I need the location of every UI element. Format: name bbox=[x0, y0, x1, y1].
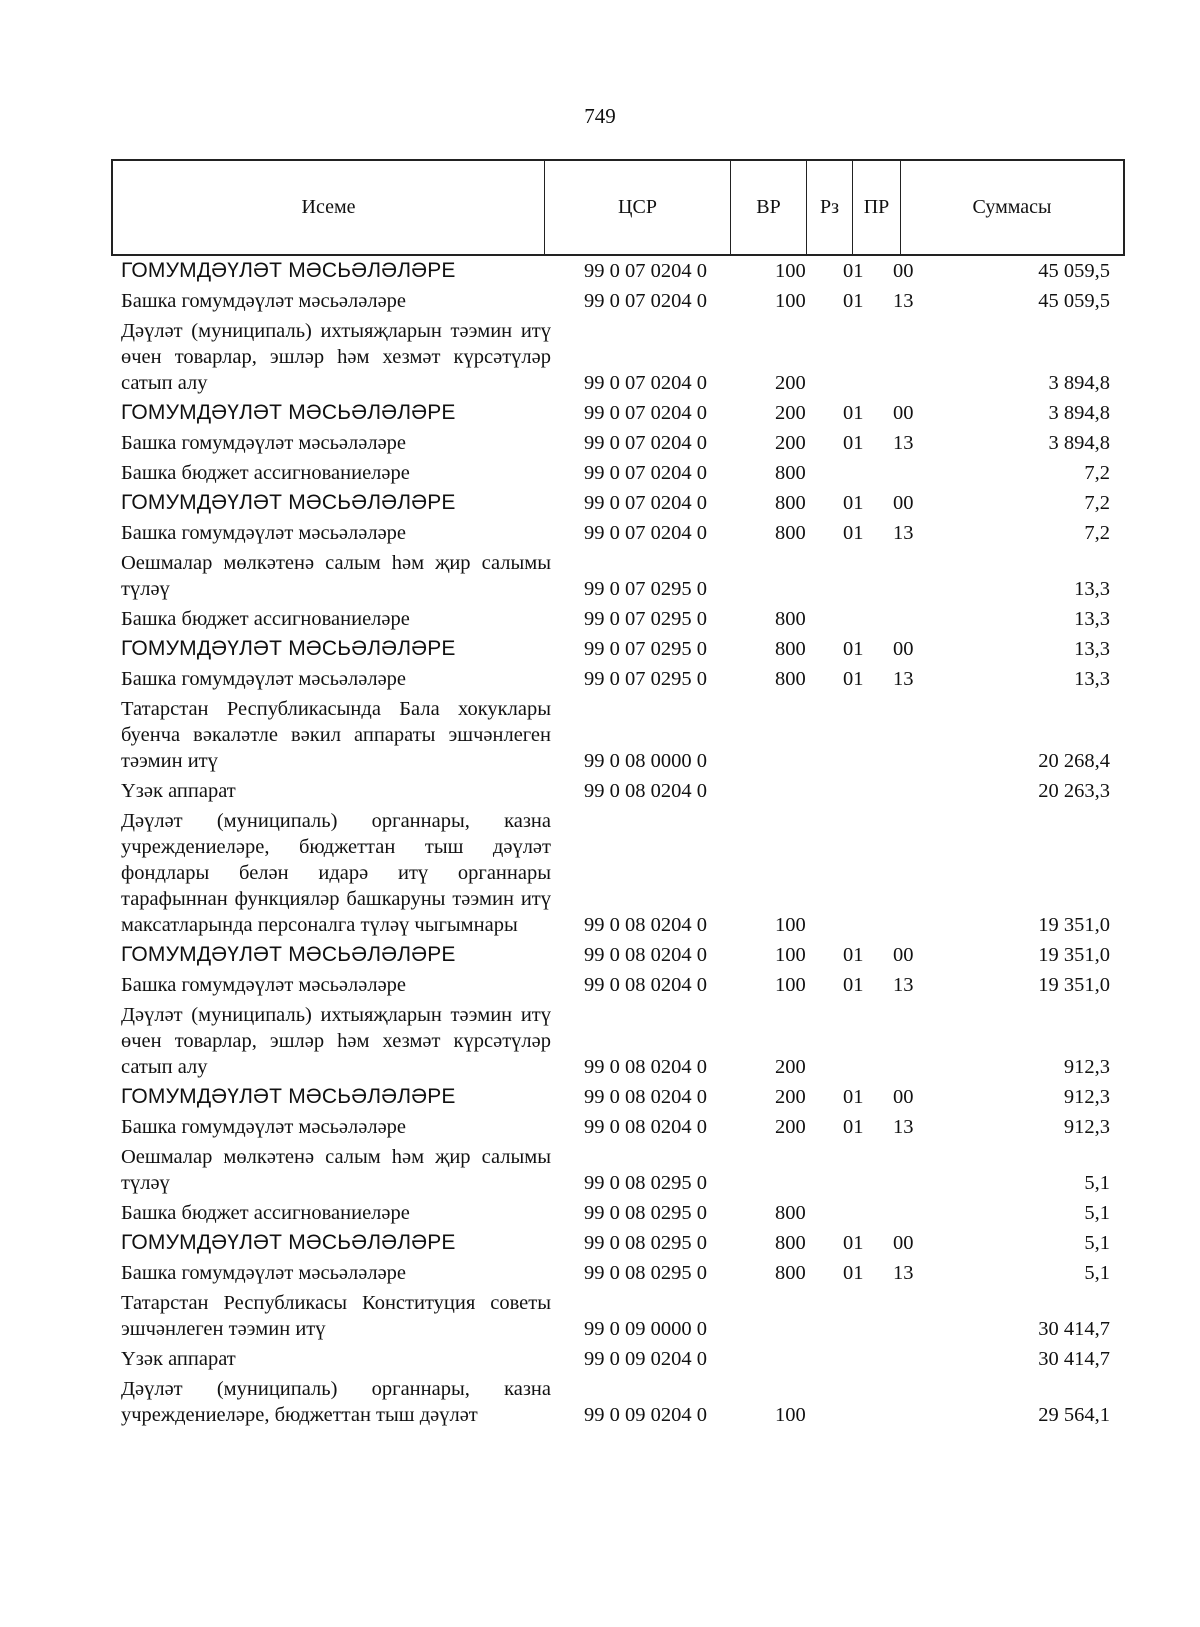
cell-rz: 01 bbox=[843, 1262, 864, 1284]
cell-rz: 01 bbox=[843, 668, 864, 690]
cell-sum: 912,3 bbox=[1063, 1116, 1110, 1138]
cell-pr: 00 bbox=[893, 402, 914, 424]
cell-csr: 99 0 07 0204 0 bbox=[584, 492, 707, 514]
cell-sum: 13,3 bbox=[1074, 668, 1110, 690]
cell-vr: 100 bbox=[775, 914, 806, 936]
cell-csr: 99 0 07 0204 0 bbox=[584, 462, 707, 484]
cell-rz: 01 bbox=[843, 1232, 864, 1254]
cell-csr: 99 0 07 0295 0 bbox=[584, 608, 707, 630]
page-number: 749 bbox=[584, 104, 616, 128]
cell-csr: 99 0 07 0295 0 bbox=[584, 638, 707, 660]
table-row bbox=[0, 428, 1200, 458]
cell-vr: 800 bbox=[775, 1202, 806, 1224]
cell-name: ГОМУМДӘҮЛӘТ МӘСЬӘЛӘЛӘРЕ bbox=[121, 259, 456, 282]
cell-rz: 01 bbox=[843, 944, 864, 966]
cell-sum: 5,1 bbox=[1084, 1172, 1110, 1194]
cell-vr: 100 bbox=[775, 974, 806, 996]
cell-sum: 3 894,8 bbox=[1048, 432, 1110, 454]
cell-vr: 200 bbox=[775, 402, 806, 424]
cell-csr: 99 0 08 0295 0 bbox=[584, 1262, 707, 1284]
table-row bbox=[0, 1258, 1200, 1288]
cell-csr: 99 0 08 0295 0 bbox=[584, 1202, 707, 1224]
table-row bbox=[0, 548, 1200, 604]
cell-csr: 99 0 08 0204 0 bbox=[584, 1116, 707, 1138]
cell-vr: 800 bbox=[775, 462, 806, 484]
cell-rz: 01 bbox=[843, 522, 864, 544]
cell-sum: 13,3 bbox=[1074, 638, 1110, 660]
cell-rz: 01 bbox=[843, 290, 864, 312]
cell-csr: 99 0 08 0295 0 bbox=[584, 1172, 707, 1194]
header-name: Исеме bbox=[113, 161, 545, 254]
table-row bbox=[0, 970, 1200, 1000]
cell-sum: 19 351,0 bbox=[1038, 944, 1110, 966]
cell-sum: 912,3 bbox=[1063, 1056, 1110, 1078]
cell-vr: 100 bbox=[775, 260, 806, 282]
cell-vr: 800 bbox=[775, 638, 806, 660]
cell-sum: 3 894,8 bbox=[1048, 372, 1110, 394]
table-row bbox=[0, 776, 1200, 806]
cell-name: Башка гомумдәүләт мәсьәләләре bbox=[121, 1116, 407, 1138]
cell-pr: 13 bbox=[893, 522, 914, 544]
cell-csr: 99 0 07 0204 0 bbox=[584, 290, 707, 312]
table-row bbox=[0, 806, 1200, 940]
cell-vr: 800 bbox=[775, 608, 806, 630]
cell-pr: 13 bbox=[893, 290, 914, 312]
cell-vr: 100 bbox=[775, 944, 806, 966]
cell-name: Башка гомумдәүләт мәсьәләләре bbox=[121, 668, 407, 690]
cell-name: Дәүләт (муниципаль) органнары, казна учреждениеләре, бюджеттан тыш дәүләт bbox=[121, 1378, 551, 1426]
table-row bbox=[0, 458, 1200, 488]
cell-csr: 99 0 07 0295 0 bbox=[584, 668, 707, 690]
cell-name: ГОМУМДӘҮЛӘТ МӘСЬӘЛӘЛӘРЕ bbox=[121, 1085, 456, 1108]
cell-vr: 800 bbox=[775, 522, 806, 544]
cell-csr: 99 0 09 0000 0 bbox=[584, 1318, 707, 1340]
cell-csr: 99 0 08 0204 0 bbox=[584, 974, 707, 996]
cell-vr: 100 bbox=[775, 1404, 806, 1426]
table-row bbox=[0, 664, 1200, 694]
cell-name: Башка гомумдәүләт мәсьәләләре bbox=[121, 290, 407, 312]
table-row bbox=[0, 1288, 1200, 1344]
cell-sum: 29 564,1 bbox=[1038, 1404, 1110, 1426]
table-row bbox=[0, 398, 1200, 428]
cell-name: ГОМУМДӘҮЛӘТ МӘСЬӘЛӘЛӘРЕ bbox=[121, 491, 456, 514]
cell-csr: 99 0 08 0204 0 bbox=[584, 1086, 707, 1108]
cell-sum: 13,3 bbox=[1074, 608, 1110, 630]
cell-csr: 99 0 08 0204 0 bbox=[584, 944, 707, 966]
cell-pr: 00 bbox=[893, 1232, 914, 1254]
cell-vr: 200 bbox=[775, 1086, 806, 1108]
cell-sum: 3 894,8 bbox=[1048, 402, 1110, 424]
cell-csr: 99 0 07 0204 0 bbox=[584, 372, 707, 394]
cell-sum: 7,2 bbox=[1084, 492, 1110, 514]
cell-name: ГОМУМДӘҮЛӘТ МӘСЬӘЛӘЛӘРЕ bbox=[121, 1231, 456, 1254]
cell-name: Дәүләт (муниципаль) ихтыяҗларын тәэмин итү өчен товарлар, эшләр һәм хезмәт күрсәтүләр сатып алу bbox=[121, 320, 551, 394]
cell-pr: 13 bbox=[893, 432, 914, 454]
cell-pr: 13 bbox=[893, 1262, 914, 1284]
cell-sum: 45 059,5 bbox=[1038, 260, 1110, 282]
cell-csr: 99 0 07 0204 0 bbox=[584, 260, 707, 282]
cell-name: Татарстан Республикасында Бала хокуклары буенча вәкаләтле вәкил аппараты эшчәнлеген тәэмин итү bbox=[121, 698, 551, 772]
cell-csr: 99 0 08 0204 0 bbox=[584, 914, 707, 936]
cell-vr: 800 bbox=[775, 492, 806, 514]
cell-pr: 00 bbox=[893, 1086, 914, 1108]
table-row bbox=[0, 1228, 1200, 1258]
header-vr: ВР bbox=[731, 161, 807, 254]
table-row bbox=[0, 286, 1200, 316]
header-pr: ПР bbox=[853, 161, 901, 254]
table-header bbox=[111, 159, 1125, 256]
cell-sum: 13,3 bbox=[1074, 578, 1110, 600]
table-row bbox=[0, 1000, 1200, 1082]
table-row bbox=[0, 694, 1200, 776]
cell-name: ГОМУМДӘҮЛӘТ МӘСЬӘЛӘЛӘРЕ bbox=[121, 401, 456, 424]
cell-vr: 200 bbox=[775, 1116, 806, 1138]
cell-csr: 99 0 07 0295 0 bbox=[584, 578, 707, 600]
table-row bbox=[0, 518, 1200, 548]
cell-rz: 01 bbox=[843, 432, 864, 454]
table-body bbox=[0, 256, 1200, 1430]
cell-name: Башка гомумдәүләт мәсьәләләре bbox=[121, 522, 407, 544]
cell-vr: 800 bbox=[775, 1232, 806, 1254]
cell-pr: 13 bbox=[893, 1116, 914, 1138]
table-row bbox=[0, 488, 1200, 518]
cell-csr: 99 0 08 0204 0 bbox=[584, 780, 707, 802]
cell-pr: 00 bbox=[893, 638, 914, 660]
cell-sum: 5,1 bbox=[1084, 1202, 1110, 1224]
cell-sum: 20 263,3 bbox=[1038, 780, 1110, 802]
cell-name: Оешмалар мөлкәтенә салым һәм җир салымы түләү bbox=[121, 1146, 551, 1194]
table-row bbox=[0, 316, 1200, 398]
cell-csr: 99 0 07 0204 0 bbox=[584, 402, 707, 424]
cell-vr: 200 bbox=[775, 1056, 806, 1078]
cell-sum: 912,3 bbox=[1063, 1086, 1110, 1108]
cell-name: Башка бюджет ассигнованиеләре bbox=[121, 462, 410, 484]
table-row bbox=[0, 1112, 1200, 1142]
cell-sum: 5,1 bbox=[1084, 1232, 1110, 1254]
cell-pr: 13 bbox=[893, 974, 914, 996]
table-row bbox=[0, 1082, 1200, 1112]
cell-name: Башка гомумдәүләт мәсьәләләре bbox=[121, 432, 407, 454]
cell-pr: 00 bbox=[893, 260, 914, 282]
cell-pr: 13 bbox=[893, 668, 914, 690]
cell-sum: 5,1 bbox=[1084, 1262, 1110, 1284]
cell-name: ГОМУМДӘҮЛӘТ МӘСЬӘЛӘЛӘРЕ bbox=[121, 637, 456, 660]
cell-sum: 7,2 bbox=[1084, 522, 1110, 544]
table-row bbox=[0, 1142, 1200, 1198]
cell-csr: 99 0 08 0000 0 bbox=[584, 750, 707, 772]
cell-rz: 01 bbox=[843, 260, 864, 282]
cell-rz: 01 bbox=[843, 638, 864, 660]
header-csr: ЦСР bbox=[545, 161, 731, 254]
cell-name: Башка гомумдәүләт мәсьәләләре bbox=[121, 974, 407, 996]
cell-vr: 200 bbox=[775, 372, 806, 394]
cell-csr: 99 0 09 0204 0 bbox=[584, 1404, 707, 1426]
cell-sum: 30 414,7 bbox=[1038, 1318, 1110, 1340]
cell-name: Башка гомумдәүләт мәсьәләләре bbox=[121, 1262, 407, 1284]
cell-sum: 45 059,5 bbox=[1038, 290, 1110, 312]
cell-vr: 800 bbox=[775, 1262, 806, 1284]
cell-name: Дәүләт (муниципаль) органнары, казна учреждениеләре, бюджеттан тыш дәүләт фондлары белән идарә итү органнары тарафыннан функцияләр башкаруны тәэмин итү максатларында персоналга түләү чыгымнары bbox=[121, 810, 551, 936]
cell-sum: 7,2 bbox=[1084, 462, 1110, 484]
cell-csr: 99 0 08 0204 0 bbox=[584, 1056, 707, 1078]
cell-sum: 30 414,7 bbox=[1038, 1348, 1110, 1370]
cell-name: Башка бюджет ассигнованиеләре bbox=[121, 608, 410, 630]
cell-sum: 19 351,0 bbox=[1038, 974, 1110, 996]
table-row bbox=[0, 256, 1200, 286]
cell-name: Оешмалар мөлкәтенә салым һәм җир салымы түләү bbox=[121, 552, 551, 600]
cell-rz: 01 bbox=[843, 974, 864, 996]
cell-sum: 19 351,0 bbox=[1038, 914, 1110, 936]
cell-pr: 00 bbox=[893, 944, 914, 966]
cell-name: ГОМУМДӘҮЛӘТ МӘСЬӘЛӘЛӘРЕ bbox=[121, 943, 456, 966]
cell-csr: 99 0 08 0295 0 bbox=[584, 1232, 707, 1254]
header-rz: Рз bbox=[807, 161, 853, 254]
cell-csr: 99 0 07 0204 0 bbox=[584, 432, 707, 454]
cell-name: Дәүләт (муниципаль) ихтыяҗларын тәэмин итү өчен товарлар, эшләр һәм хезмәт күрсәтүләр сатып алу bbox=[121, 1004, 551, 1078]
cell-rz: 01 bbox=[843, 1086, 864, 1108]
cell-csr: 99 0 09 0204 0 bbox=[584, 1348, 707, 1370]
cell-csr: 99 0 07 0204 0 bbox=[584, 522, 707, 544]
cell-name: Башка бюджет ассигнованиеләре bbox=[121, 1202, 410, 1224]
cell-vr: 100 bbox=[775, 290, 806, 312]
cell-rz: 01 bbox=[843, 1116, 864, 1138]
cell-vr: 200 bbox=[775, 432, 806, 454]
cell-rz: 01 bbox=[843, 492, 864, 514]
table-row bbox=[0, 1198, 1200, 1228]
cell-name: Үзәк аппарат bbox=[121, 780, 236, 802]
cell-vr: 800 bbox=[775, 668, 806, 690]
cell-pr: 00 bbox=[893, 492, 914, 514]
table-row bbox=[0, 1374, 1200, 1430]
table-row bbox=[0, 604, 1200, 634]
cell-rz: 01 bbox=[843, 402, 864, 424]
cell-sum: 20 268,4 bbox=[1038, 750, 1110, 772]
table-row bbox=[0, 1344, 1200, 1374]
header-sum: Суммасы bbox=[972, 196, 1052, 218]
table-row bbox=[0, 940, 1200, 970]
table-row bbox=[0, 634, 1200, 664]
cell-name: Үзәк аппарат bbox=[121, 1348, 236, 1370]
cell-name: Татарстан Республикасы Конституция советы эшчәнлеген тәэмин итү bbox=[121, 1292, 551, 1340]
